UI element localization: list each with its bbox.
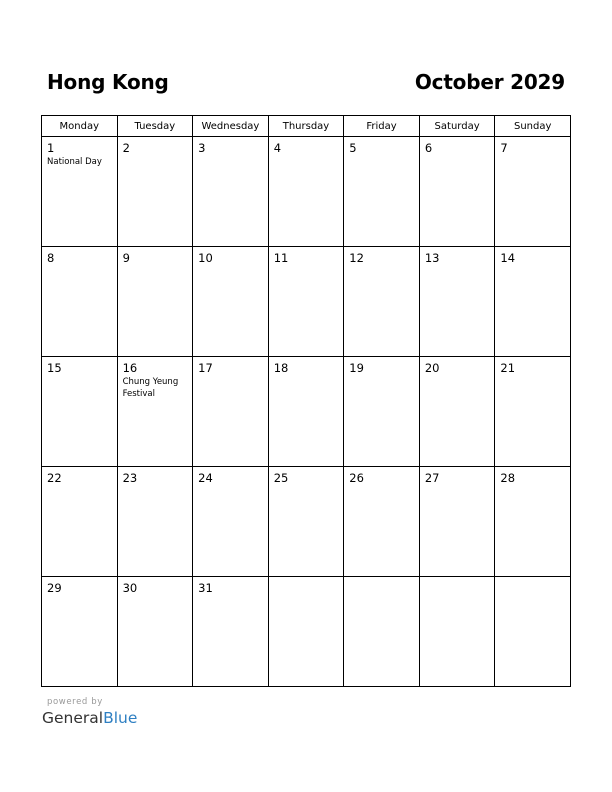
week-row — [42, 137, 571, 247]
day-cell — [268, 357, 344, 467]
generalblue-logo[interactable] — [42, 709, 137, 727]
weekday-header: Sunday — [495, 116, 571, 137]
weekday-header: Monday — [42, 116, 118, 137]
day-number: 12 — [349, 251, 364, 265]
day-cell — [42, 467, 118, 577]
day-cell — [193, 247, 269, 357]
day-cell-empty — [268, 577, 344, 687]
day-cell-empty — [419, 577, 495, 687]
day-cell — [268, 247, 344, 357]
calendar-month-title: October 2029 — [414, 70, 565, 94]
day-number: 21 — [500, 361, 516, 375]
day-cell — [117, 467, 193, 577]
day-number: 4 — [273, 141, 282, 155]
weekday-header: Thursday — [268, 116, 344, 137]
day-cell — [419, 467, 495, 577]
day-number: 6 — [424, 141, 433, 155]
day-cell — [193, 357, 269, 467]
day-number: 14 — [500, 251, 516, 265]
calendar-grid — [41, 115, 571, 687]
day-cell — [193, 467, 269, 577]
powered-by-label: powered by — [47, 697, 103, 707]
day-cell — [268, 467, 344, 577]
day-cell — [42, 247, 118, 357]
day-cell — [42, 357, 118, 467]
day-cell — [495, 467, 571, 577]
day-number: 28 — [500, 471, 516, 485]
weekday-header: Friday — [344, 116, 420, 137]
day-number: 26 — [349, 471, 364, 485]
holiday-label: Chung Yeung Festival — [122, 377, 179, 399]
day-number: 15 — [47, 361, 62, 375]
day-cell — [193, 577, 269, 687]
calendar-region-title: Hong Kong — [47, 70, 169, 94]
brand-general-text: General — [42, 709, 104, 727]
day-number: 23 — [122, 471, 138, 485]
day-cell — [117, 357, 193, 467]
day-cell — [344, 467, 420, 577]
week-row — [42, 357, 571, 467]
week-row — [42, 247, 571, 357]
day-cell — [495, 357, 571, 467]
week-row — [42, 577, 571, 687]
day-number: 17 — [198, 361, 213, 375]
day-number: 27 — [424, 471, 440, 485]
week-row — [42, 467, 571, 577]
brand-blue-text: Blue — [103, 709, 138, 727]
day-cell — [193, 137, 269, 247]
holiday-label: National Day — [47, 157, 102, 167]
day-cell — [344, 357, 420, 467]
day-cell — [117, 137, 193, 247]
day-number: 11 — [273, 251, 289, 265]
day-number: 18 — [273, 361, 289, 375]
day-cell — [344, 137, 420, 247]
day-cell-empty — [344, 577, 420, 687]
day-cell — [268, 137, 344, 247]
day-number: 13 — [424, 251, 440, 265]
day-number: 7 — [500, 141, 508, 155]
day-number: 29 — [47, 581, 62, 595]
day-number: 20 — [424, 361, 440, 375]
day-cell-empty — [495, 577, 571, 687]
day-cell — [344, 247, 420, 357]
day-cell — [42, 137, 118, 247]
day-number: 9 — [122, 251, 130, 265]
day-number: 22 — [47, 471, 62, 485]
day-number: 2 — [122, 141, 130, 155]
day-number: 5 — [349, 141, 357, 155]
day-cell — [117, 247, 193, 357]
day-number: 30 — [122, 581, 138, 595]
day-cell — [419, 137, 495, 247]
day-cell — [495, 247, 571, 357]
weekday-header-row — [42, 116, 571, 137]
day-number: 25 — [273, 471, 289, 485]
day-cell — [495, 137, 571, 247]
weekday-header: Tuesday — [117, 116, 193, 137]
day-number: 31 — [198, 581, 213, 595]
day-number: 19 — [349, 361, 364, 375]
day-cell — [419, 247, 495, 357]
day-number: 10 — [198, 251, 213, 265]
day-number: 24 — [198, 471, 213, 485]
weekday-header: Wednesday — [193, 116, 269, 137]
day-number: 16 — [122, 361, 138, 375]
day-number: 3 — [198, 141, 206, 155]
weekday-header: Saturday — [419, 116, 495, 137]
day-number: 1 — [47, 141, 55, 155]
day-number: 8 — [47, 251, 55, 265]
day-cell — [117, 577, 193, 687]
day-cell — [419, 357, 495, 467]
day-cell — [42, 577, 118, 687]
